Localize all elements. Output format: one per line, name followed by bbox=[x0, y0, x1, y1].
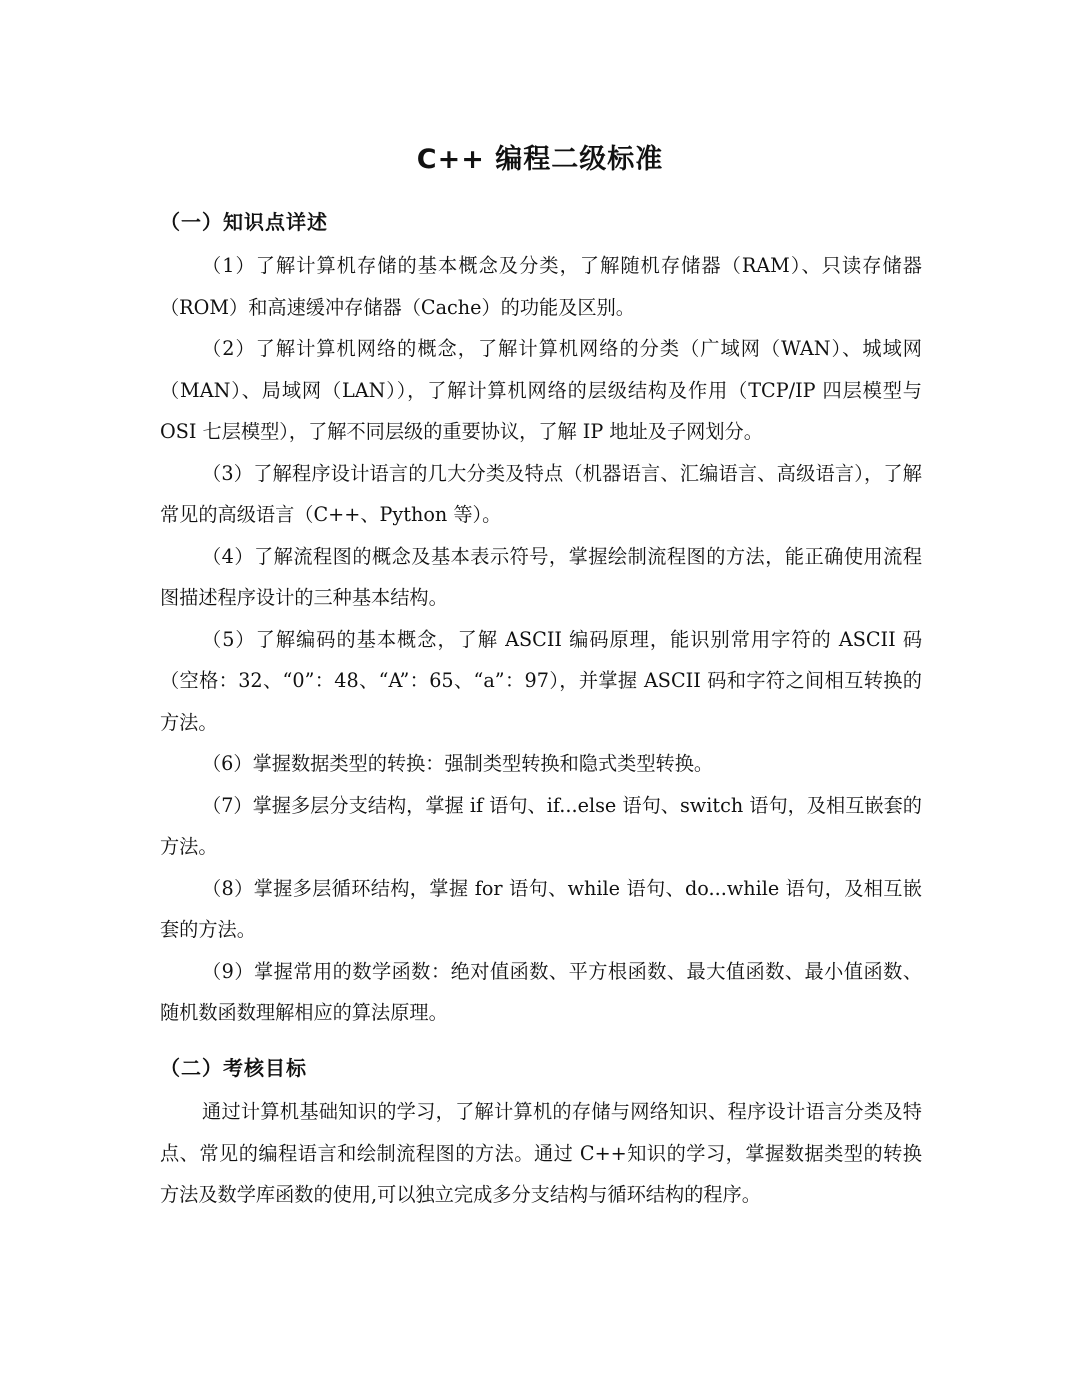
list-item bbox=[160, 536, 922, 619]
item-text: 掌握常用的数学函数：绝对值函数、平方根函数、最大值函数、最小值函数、随机数函数理解相应的算法原理。 bbox=[160, 959, 923, 1024]
item-text: 了解编码的基本概念，了解 ASCII 编码原理，能识别常用字符的 ASCII 码（空格：32、“0”：48、“A”：65、“a”：97），并掌握 ASCII 码和字符之间相互转换的方法。 bbox=[160, 627, 923, 734]
list-item bbox=[160, 328, 922, 453]
list-item bbox=[160, 785, 922, 868]
assessment-goals-paragraph: 通过计算机基础知识的学习，了解计算机的存储与网络知识、程序设计语言分类及特点、常见的编程语言和绘制流程图的方法。通过 C++知识的学习，掌握数据类型的转换方法及数学库函数的使用,可以独立完成多分支结构与循环结构的程序。 bbox=[160, 1100, 922, 1206]
item-text: 掌握多层循环结构，掌握 for 语句、while 语句、do...while 语句，及相互嵌套的方法。 bbox=[160, 876, 922, 941]
list-item bbox=[160, 743, 922, 785]
document-title: C++ 编程二级标准 bbox=[416, 144, 664, 175]
item-text: 了解计算机网络的概念，了解计算机网络的分类（广域网（WAN）、城域网（MAN）、局域网（LAN）），了解计算机网络的层级结构及作用（TCP/IP 四层模型与OSI 七层模型），了解不同层级的重要协议，了解 IP 地址及子网划分。 bbox=[160, 337, 922, 443]
item-number: （5） bbox=[202, 627, 256, 651]
item-text: 掌握数据类型的转换：强制类型转换和隐式类型转换。 bbox=[252, 752, 714, 775]
item-number: （4） bbox=[202, 544, 255, 568]
section-heading-assessment-goals: （二）考核目标 bbox=[160, 1056, 307, 1080]
knowledge-point-list bbox=[160, 245, 922, 1034]
item-number: （8） bbox=[202, 876, 254, 900]
item-text: 了解程序设计语言的几大分类及特点（机器语言、汇编语言、高级语言），了解常见的高级语言（C++、Python 等）。 bbox=[160, 461, 922, 526]
item-text: 了解计算机存储的基本概念及分类，了解随机存储器（RAM）、只读存储器（ROM）和高速缓冲存储器（Cache）的功能及区别。 bbox=[160, 254, 922, 319]
list-item bbox=[160, 453, 922, 536]
item-number: （2） bbox=[202, 337, 256, 360]
item-text: 掌握多层分支结构，掌握 if 语句、if...else 语句、switch 语句，及相互嵌套的方法。 bbox=[160, 793, 922, 858]
list-item bbox=[160, 245, 922, 328]
item-text: 了解流程图的概念及基本表示符号，掌握绘制流程图的方法，能正确使用流程图描述程序设计的三种基本结构。 bbox=[160, 544, 923, 609]
list-item bbox=[160, 951, 922, 1034]
item-number: （6） bbox=[202, 752, 253, 775]
item-number: （9） bbox=[202, 959, 255, 983]
list-item bbox=[160, 868, 922, 951]
item-number: （7） bbox=[202, 793, 253, 817]
section-heading-knowledge-points: （一）知识点详述 bbox=[160, 210, 328, 234]
list-item bbox=[160, 619, 922, 744]
item-number: （1） bbox=[202, 254, 256, 277]
item-number: （3） bbox=[202, 461, 254, 485]
